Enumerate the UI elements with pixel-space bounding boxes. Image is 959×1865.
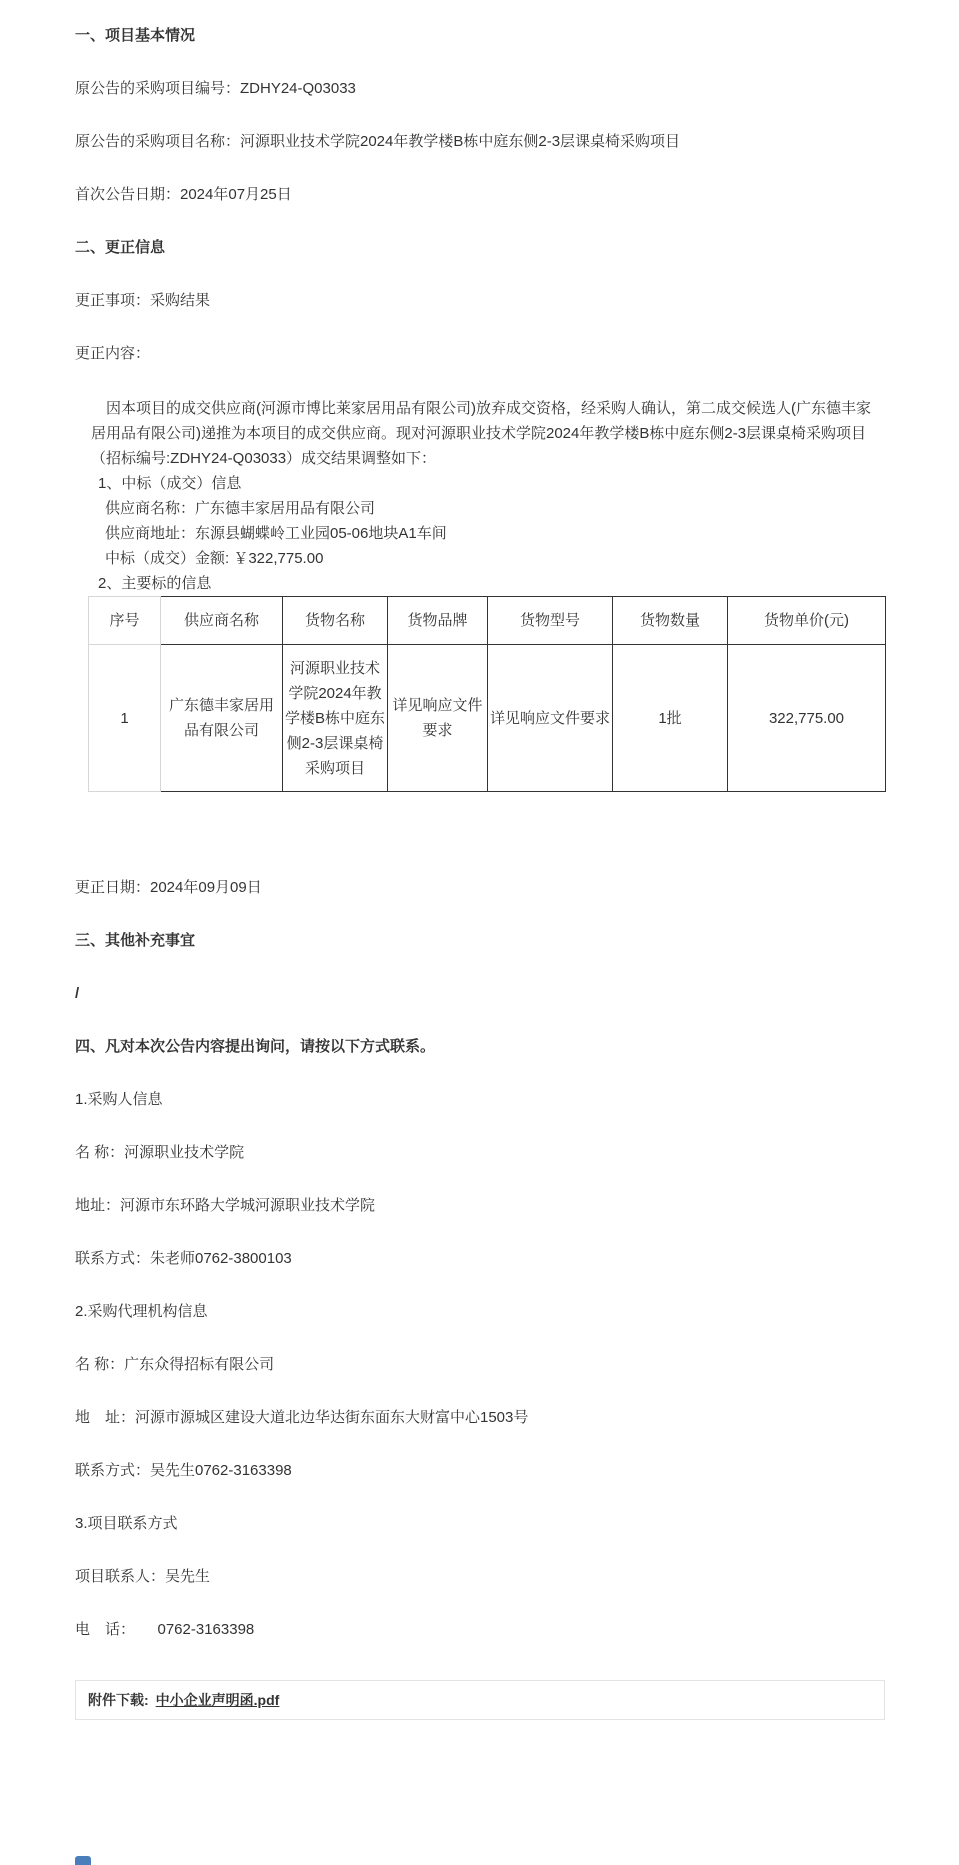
purchaser-contact-line: 联系方式：朱老师0762-3800103 <box>75 1250 292 1267</box>
agency-contact-line: 联系方式：吴先生0762-3163398 <box>75 1462 292 1479</box>
agency-name-line: 名 称：广东众得招标有限公司 <box>75 1356 275 1373</box>
correction-content-label: 更正内容： <box>75 345 151 362</box>
supplier-name-line: 供应商名称：广东德丰家居用品有限公司 <box>105 500 376 517</box>
cell-seq: 1 <box>89 645 161 792</box>
col-header-quantity: 货物数量 <box>613 597 728 645</box>
first-announce-date-line: 首次公告日期：2024年07月25日 <box>75 186 292 203</box>
cell-brand: 详见响应文件要求 <box>388 645 488 792</box>
purchaser-heading: 1.采购人信息 <box>75 1091 163 1108</box>
purchaser-name-line: 名 称：河源职业技术学院 <box>75 1144 245 1161</box>
section1-heading: 一、项目基本情况 <box>75 27 196 44</box>
col-header-seq: 序号 <box>89 597 161 645</box>
purchaser-address-line: 地址：河源市东环路大学城河源职业技术学院 <box>75 1197 376 1214</box>
award-amount-line: 中标（成交）金额: ￥322,775.00 <box>105 550 324 567</box>
col-header-model: 货物型号 <box>488 597 613 645</box>
cell-model: 详见响应文件要求 <box>488 645 613 792</box>
col-header-brand: 货物品牌 <box>388 597 488 645</box>
section4-heading: 四、凡对本次公告内容提出询问，请按以下方式联系。 <box>75 1038 436 1055</box>
attachment-pdf-link[interactable]: 中小企业声明函.pdf <box>155 1692 280 1708</box>
section3-content: / <box>75 985 80 1002</box>
cell-supplier: 广东德丰家居用品有限公司 <box>161 645 283 792</box>
project-contact-phone-line: 电 话： 0762-3163398 <box>75 1621 255 1638</box>
correction-item-line: 更正事项：采购结果 <box>75 292 211 309</box>
project-contact-heading: 3.项目联系方式 <box>75 1515 178 1532</box>
cell-unit-price: 322,775.00 <box>728 645 886 792</box>
agency-heading: 2.采购代理机构信息 <box>75 1303 208 1320</box>
attachment-box <box>75 1680 885 1720</box>
main-items-heading: 2、主要标的信息 <box>98 575 212 592</box>
cell-goods-name: 河源职业技术学院2024年教学楼B栋中庭东侧2-3层课桌椅采购项目 <box>283 645 388 792</box>
section3-heading: 三、其他补充事宜 <box>75 932 196 949</box>
col-header-unit-price: 货物单价(元) <box>728 597 886 645</box>
cell-quantity: 1批 <box>613 645 728 792</box>
award-info-heading: 1、中标（成交）信息 <box>98 475 242 492</box>
supplier-address-line: 供应商地址：东源县蝴蝶岭工业园05-06地块A1车间 <box>105 525 447 542</box>
project-code-line: 原公告的采购项目编号：ZDHY24-Q03033 <box>75 80 356 97</box>
table-row <box>89 645 886 792</box>
attachment-label: 附件下载: <box>88 1692 149 1708</box>
section2-heading: 二、更正信息 <box>75 239 166 256</box>
table-header-row <box>89 597 886 645</box>
correction-paragraph: 因本项目的成交供应商(河源市博比莱家居用品有限公司)放弃成交资格，经采购人确认，第二成交候选人(广东德丰家居用品有限公司)递推为本项目的成交供应商。现对河源职业技术学院2024年教学楼B栋中庭东侧2-3层课桌椅采购项目（招标编号:ZDHY24-Q03033）成交结果调整如下： <box>91 400 871 467</box>
col-header-supplier: 供应商名称 <box>161 597 283 645</box>
award-items-table <box>88 596 886 792</box>
project-name-line: 原公告的采购项目名称：河源职业技术学院2024年教学楼B栋中庭东侧2-3层课桌椅采购项目 <box>75 133 681 150</box>
partial-hidden-element <box>75 1856 91 1865</box>
col-header-goods-name: 货物名称 <box>283 597 388 645</box>
project-contact-person-line: 项目联系人：吴先生 <box>75 1568 211 1585</box>
correction-content-block <box>91 396 885 596</box>
correction-date-line: 更正日期：2024年09月09日 <box>75 879 262 896</box>
agency-address-line: 地 址：河源市源城区建设大道北边华达街东面东大财富中心1503号 <box>75 1409 529 1426</box>
